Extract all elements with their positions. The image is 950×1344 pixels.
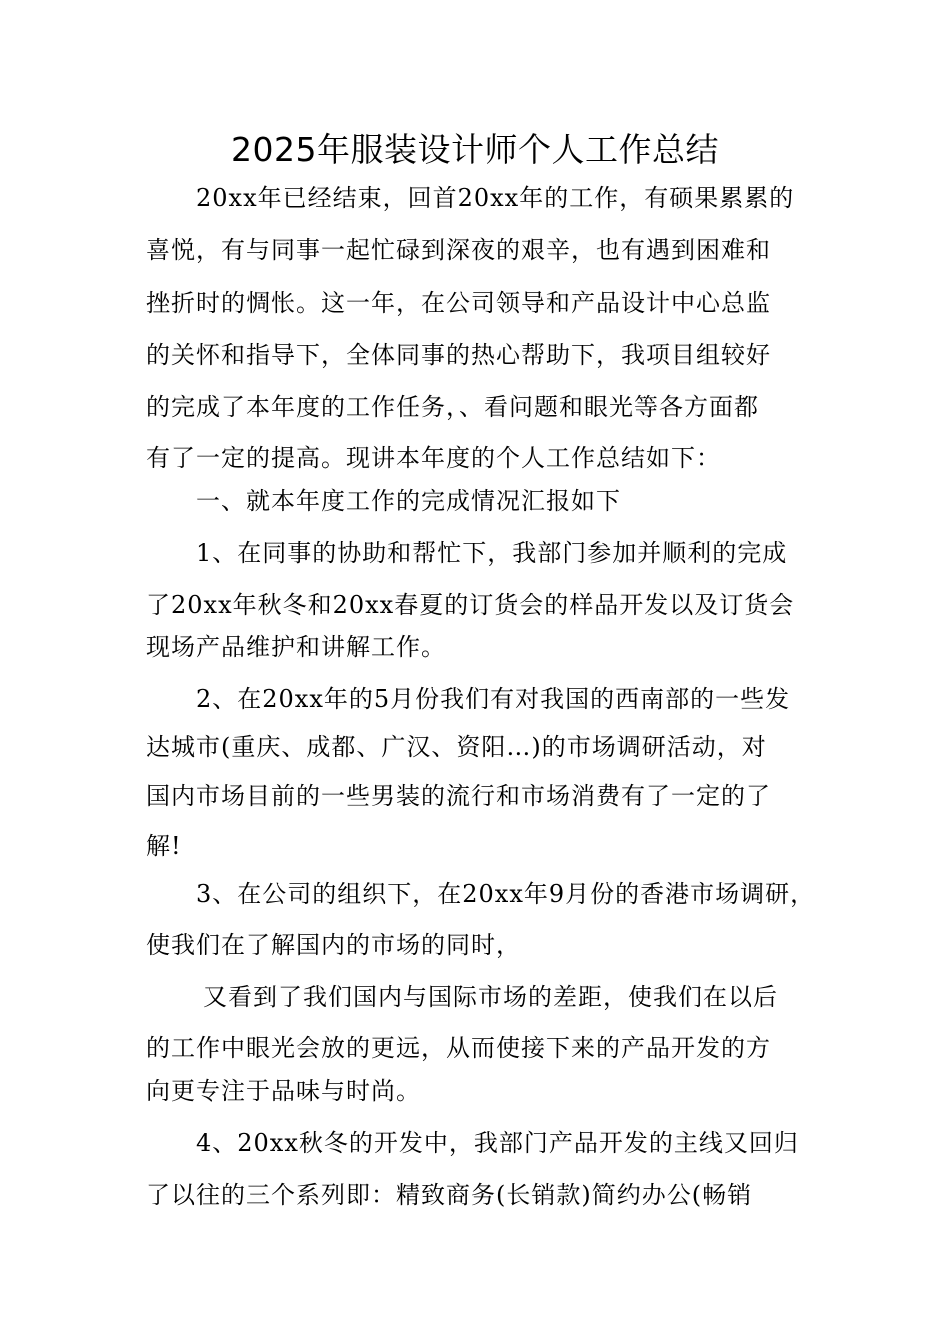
paragraph-line: 4、20xx秋冬的开发中，我部门产品开发的主线又回归 xyxy=(196,1129,799,1157)
paragraph-line: 的完成了本年度的工作任务，、看问题和眼光等各方面都 xyxy=(146,393,759,421)
paragraph-line: 喜悦，有与同事一起忙碌到深夜的艰辛，也有遇到困难和 xyxy=(146,236,771,264)
paragraph-line: 达城市(重庆、成都、广汉、资阳…)的市场调研活动，对 xyxy=(146,733,767,761)
paragraph-line: 又看到了我们国内与国际市场的差距，使我们在以后 xyxy=(203,983,778,1011)
paragraph-line: 20xx年已经结束，回首20xx年的工作，有硕果累累的 xyxy=(196,184,795,212)
paragraph-line: 3、在公司的组织下，在20xx年9月份的香港市场调研， xyxy=(196,880,816,908)
paragraph-line: 挫折时的惆怅。这一年，在公司领导和产品设计中心总监 xyxy=(146,289,771,317)
document-title: 2025年服装设计师个人工作总结 xyxy=(231,130,719,169)
paragraph-line: 的关怀和指导下，全体同事的热心帮助下，我项目组较好 xyxy=(146,341,771,369)
paragraph-line: 国内市场目前的一些男装的流行和市场消费有了一定的了 xyxy=(146,782,771,810)
paragraph-line: 1、在同事的协助和帮忙下，我部门参加并顺利的完成 xyxy=(196,539,788,567)
paragraph-line: 了20xx年秋冬和20xx春夏的订货会的样品开发以及订货会 xyxy=(146,591,795,619)
paragraph-line: 2、在20xx年的5月份我们有对我国的西南部的一些发 xyxy=(196,685,791,713)
paragraph-line: 有了一定的提高。现讲本年度的个人工作总结如下： xyxy=(146,444,721,472)
section-heading: 一、就本年度工作的完成情况汇报如下 xyxy=(196,487,621,515)
paragraph-line: 了以往的三个系列即：精致商务(长销款)简约办公(畅销 xyxy=(146,1181,753,1209)
paragraph-line: 的工作中眼光会放的更远，从而使接下来的产品开发的方 xyxy=(146,1034,771,1062)
paragraph-line: 解! xyxy=(146,832,182,860)
paragraph-line: 向更专注于品味与时尚。 xyxy=(146,1077,421,1105)
paragraph-line: 使我们在了解国内的市场的同时， xyxy=(146,931,521,959)
paragraph-line: 现场产品维护和讲解工作。 xyxy=(146,633,446,661)
